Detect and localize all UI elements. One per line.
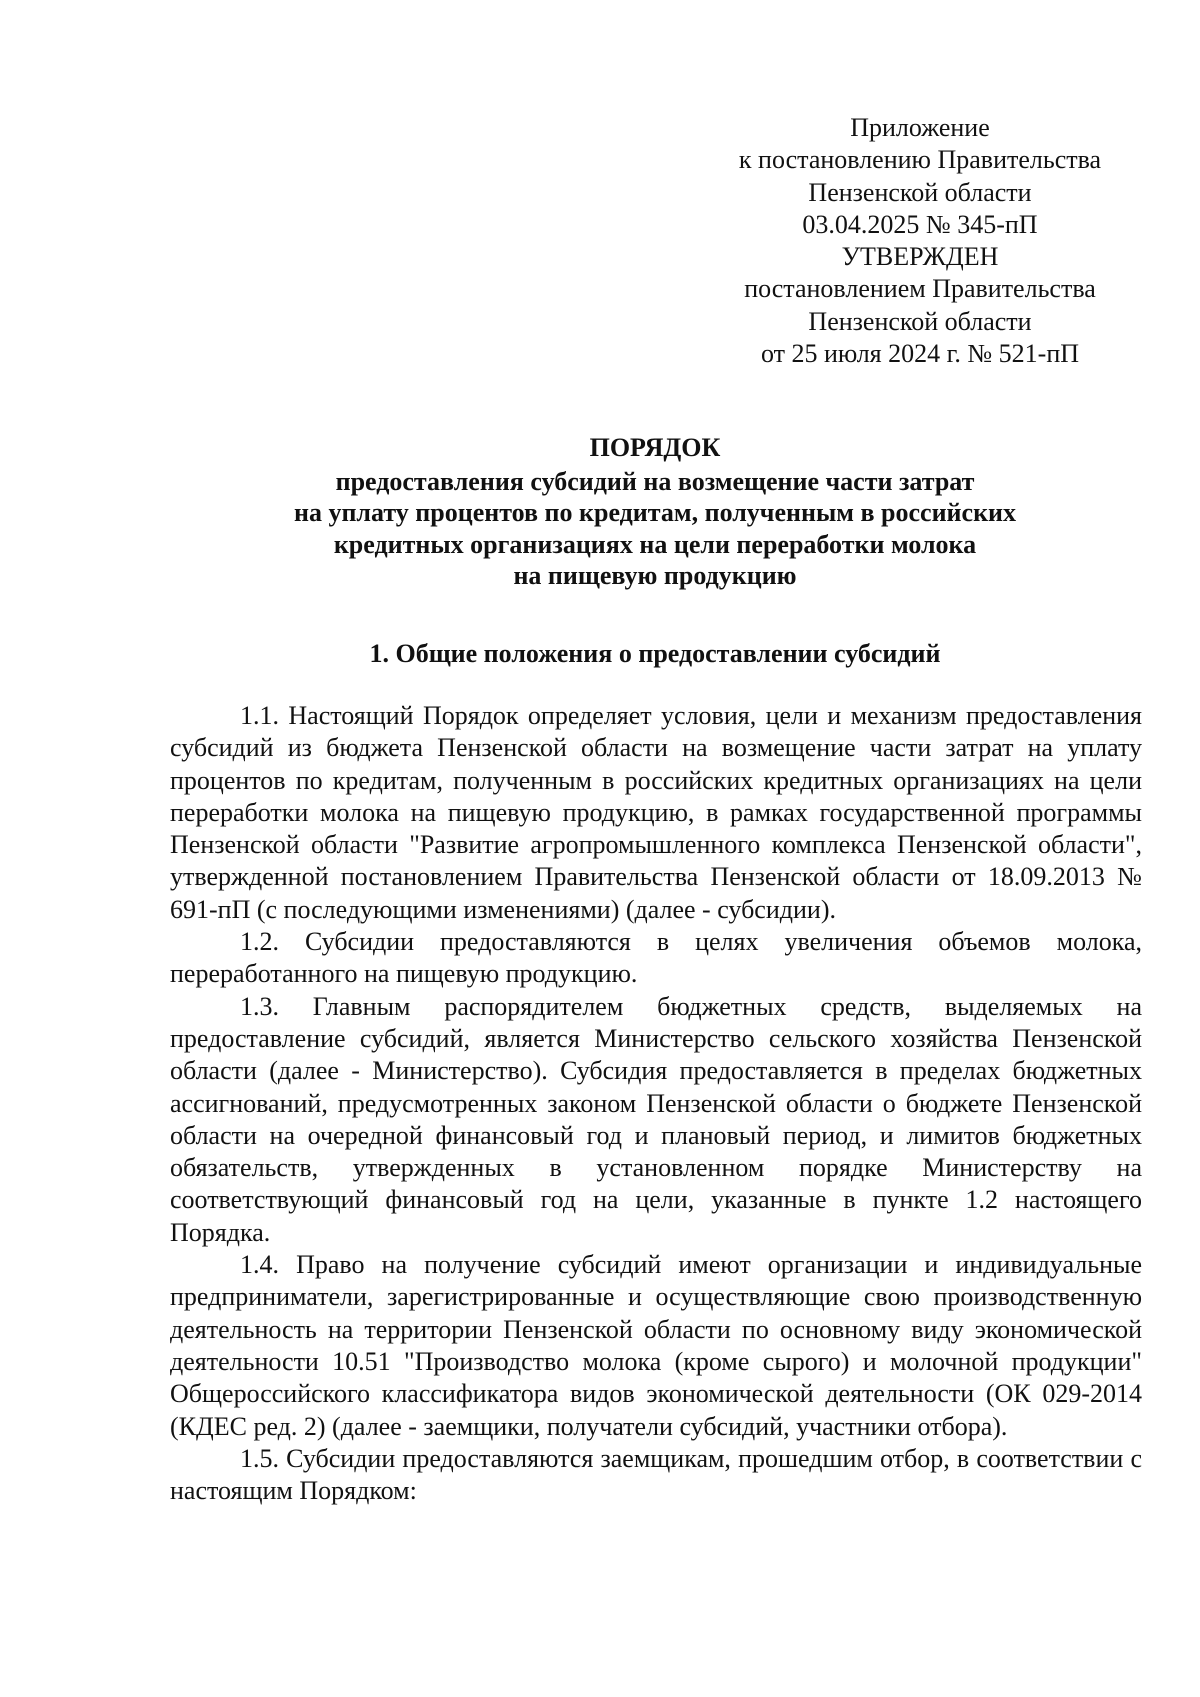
document-subtitle-line: на уплату процентов по кредитам, полученным в российских [293,498,1017,527]
section-body [170,700,1142,1507]
approval-line: Приложение [850,113,990,142]
paragraph-1-4: 1.4. Право на получение субсидий имеют организации и индивидуальные предприниматели, зарегистрированные и осуществляющие свою производственную деятельность на территории Пензенской области по основному виду экономической деятельности 10.51 "Производство молока (кроме сырого) и молочной продукции" Общероссийского классификатора видов экономической деятельности (ОК 029-2014 (КДЕС ред. 2) (далее - заемщики, получатели субсидий, участники отбора). [170,1250,1142,1441]
approval-line: к постановлению Правительства [738,145,1102,175]
paragraph-1-3: 1.3. Главным распорядителем бюджетных средств, выделяемых на предоставление субсидий, является Министерство сельского хозяйства Пензенской области (далее - Министерство). Субсидия предоставляется в пределах бюджетных ассигнований, предусмотренных законом Пензенской области о бюджете Пензенской области на очередной финансовый год и плановый период, и лимитов бюджетных обязательств, утвержденных в установленном порядке Министерству на соответствующий финансовый год на цели, указанные в пункте 1.2 настоящего Порядка. [170,991,1142,1247]
paragraph-1-5: 1.5. Субсидии предоставляются заемщикам, прошедшим отбор, в соответствии с настоящим Порядком: [170,1443,1142,1506]
paragraph-1-1: 1.1. Настоящий Порядок определяет условия, цели и механизм предоставления субсидий из бюджета Пензенской области на возмещение части затрат на уплату процентов по кредитам, полученным в российских кредитных организациях на цели переработки молока на пищевую продукцию, в рамках государственной программы Пензенской области "Развитие агропромышленного комплекса Пензенской области", утвержденной постановлением Правительства Пензенской области от 18.09.2013 № 691-пП (с последующими изменениями) (далее - субсидии). [170,701,1142,924]
section-heading: 1. Общие положения о предоставлении субсидий [369,639,941,668]
document-title-main: ПОРЯДОК [589,433,721,462]
document-subtitle-line: кредитных организациях на цели переработки молока [333,529,977,559]
approval-line: от 25 июля 2024 г. № 521-пП [760,339,1080,369]
document-subtitle-line: предоставления субсидий на возмещение части затрат [335,466,975,496]
approval-line: УТВЕРЖДЕН [841,242,999,272]
paragraph-1-2: 1.2. Субсидии предоставляются в целях увеличения объемов молока, переработанного на пищевую продукцию. [170,927,1142,989]
document-subtitle-line: на пищевую продукцию [513,561,797,590]
document-title [170,432,1140,592]
approval-line: Пензенской области [808,177,1032,207]
approval-line: Пензенской области [808,306,1032,336]
approval-line: постановлением Правительства [744,274,1096,304]
approval-line: 03.04.2025 № 345-пП [802,209,1038,239]
approval-block [710,112,1130,370]
